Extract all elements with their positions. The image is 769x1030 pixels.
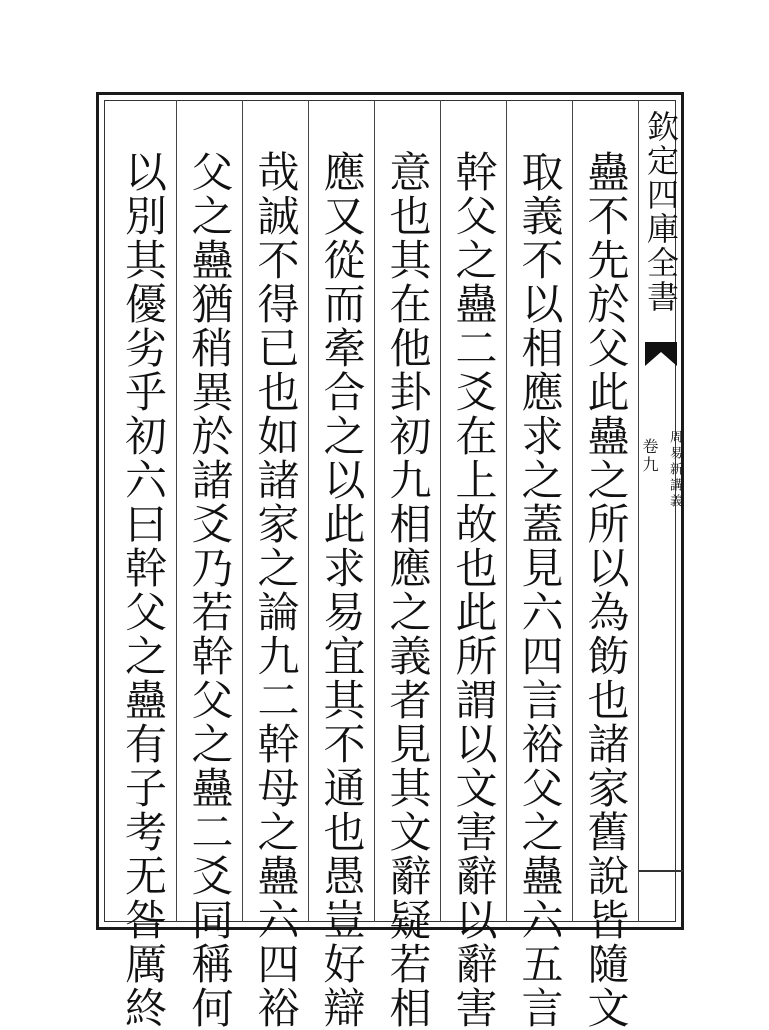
column-text: 意也其在他卦初九相應之義者見其文辭疑若相 [383, 150, 433, 1030]
text-column-3 [440, 100, 506, 1030]
text-body [104, 100, 638, 1030]
column-text: 父之蠱猶稍異於諸爻乃若幹父之蠱二爻同稱何 [185, 150, 235, 1030]
margin-rule [639, 870, 683, 872]
margin-volume: 卷九 [640, 438, 659, 474]
column-text: 哉誠不得已也如諸家之論九二幹母之蠱六四裕 [251, 150, 301, 1030]
column-text: 應又從而牽合之以此求易宜其不通也愚豈好辯 [317, 150, 367, 1030]
column-text: 取義不以相應求之蓋見六四言裕父之蠱六五言 [515, 150, 565, 1030]
column-text: 蠱不先於父此蠱之所以為飭也諸家舊說皆隨文 [581, 150, 631, 1030]
column-text: 幹父之蠱二爻在上故也此所謂以文害辭以辭害 [449, 150, 499, 1030]
text-column-1 [572, 100, 638, 1030]
margin-info [639, 430, 683, 730]
fishtail-mark-icon [643, 340, 679, 368]
column-text: 以別其優劣乎初六曰幹父之蠱有子考无咎厲終 [119, 150, 168, 1030]
margin-book-title: 周易新講義 [667, 430, 682, 510]
text-column-2 [506, 100, 572, 1030]
text-column-6 [242, 100, 308, 1030]
text-column-8 [110, 100, 176, 1030]
center-margin [638, 100, 682, 922]
text-column-7 [176, 100, 242, 1030]
margin-title: 欽定四庫全書 [642, 110, 680, 314]
text-column-4 [374, 100, 440, 1030]
text-column-5 [308, 100, 374, 1030]
